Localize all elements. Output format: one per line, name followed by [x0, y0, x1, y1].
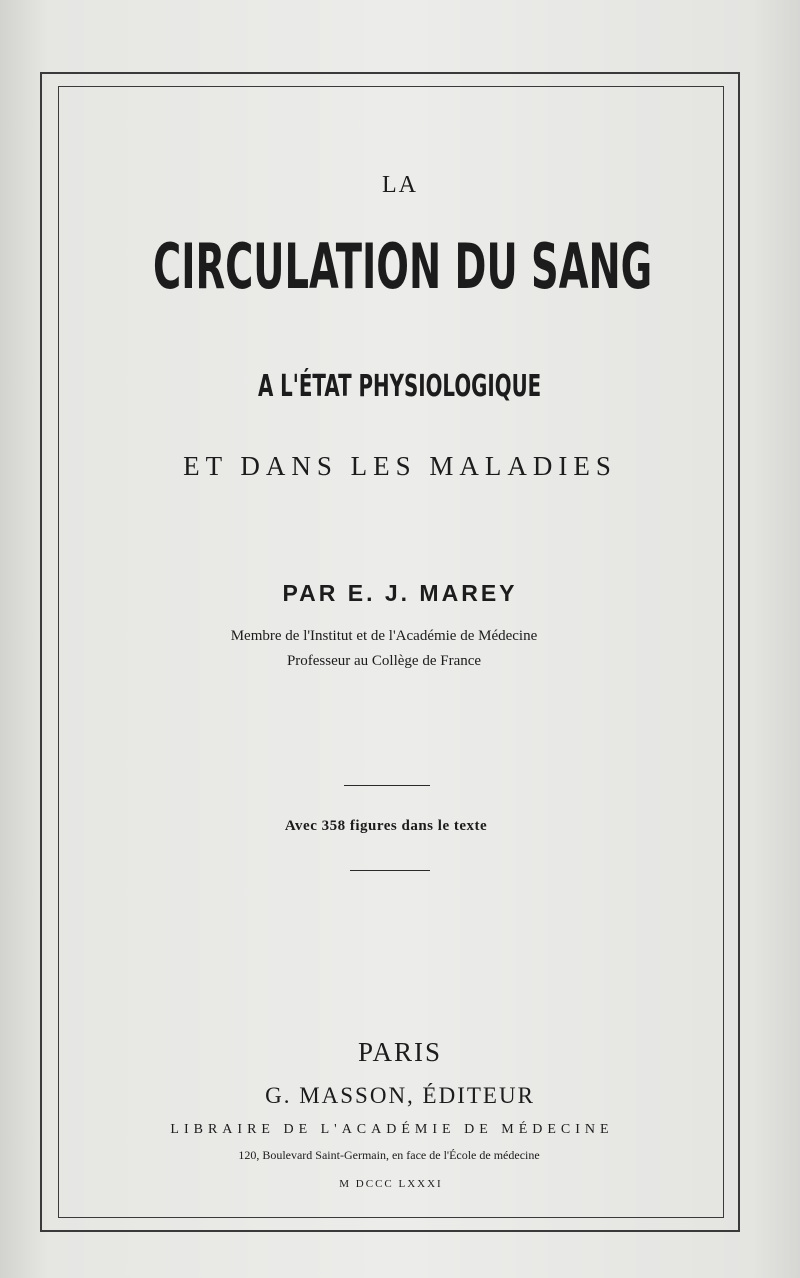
imprint-city: PARIS [357, 1037, 443, 1067]
book-title [0, 232, 800, 302]
subtitle-line-2: ET DANS LES MALADIES [183, 451, 617, 481]
imprint-address: 120, Boulevard Saint-Germain, en face de l'École de médecine [238, 1148, 540, 1162]
author-name: PAR E. J. MAREY [282, 580, 518, 606]
imprint-library: LIBRAIRE DE L'ACADÉMIE DE MÉDECINE [170, 1122, 614, 1137]
author-affiliation-2: Professeur au Collège de France [286, 653, 482, 669]
divider-rule-top [344, 785, 430, 786]
title-article: LA [382, 172, 418, 198]
subtitle-line-1 [0, 367, 800, 407]
imprint-date: M DCCC LXXXI [339, 1178, 443, 1190]
book-title-text: CIRCULATION DU SANG [152, 230, 653, 303]
subtitle-line-1-text: A L'ÉTAT PHYSIOLOGIQUE [258, 369, 542, 404]
author-affiliation-1: Membre de l'Institut et de l'Académie de Médecine [230, 628, 538, 644]
imprint-publisher: G. MASSON, ÉDITEUR [265, 1083, 535, 1108]
divider-rule-bottom [350, 870, 430, 871]
figures-note: Avec 358 figures dans le texte [284, 818, 488, 834]
